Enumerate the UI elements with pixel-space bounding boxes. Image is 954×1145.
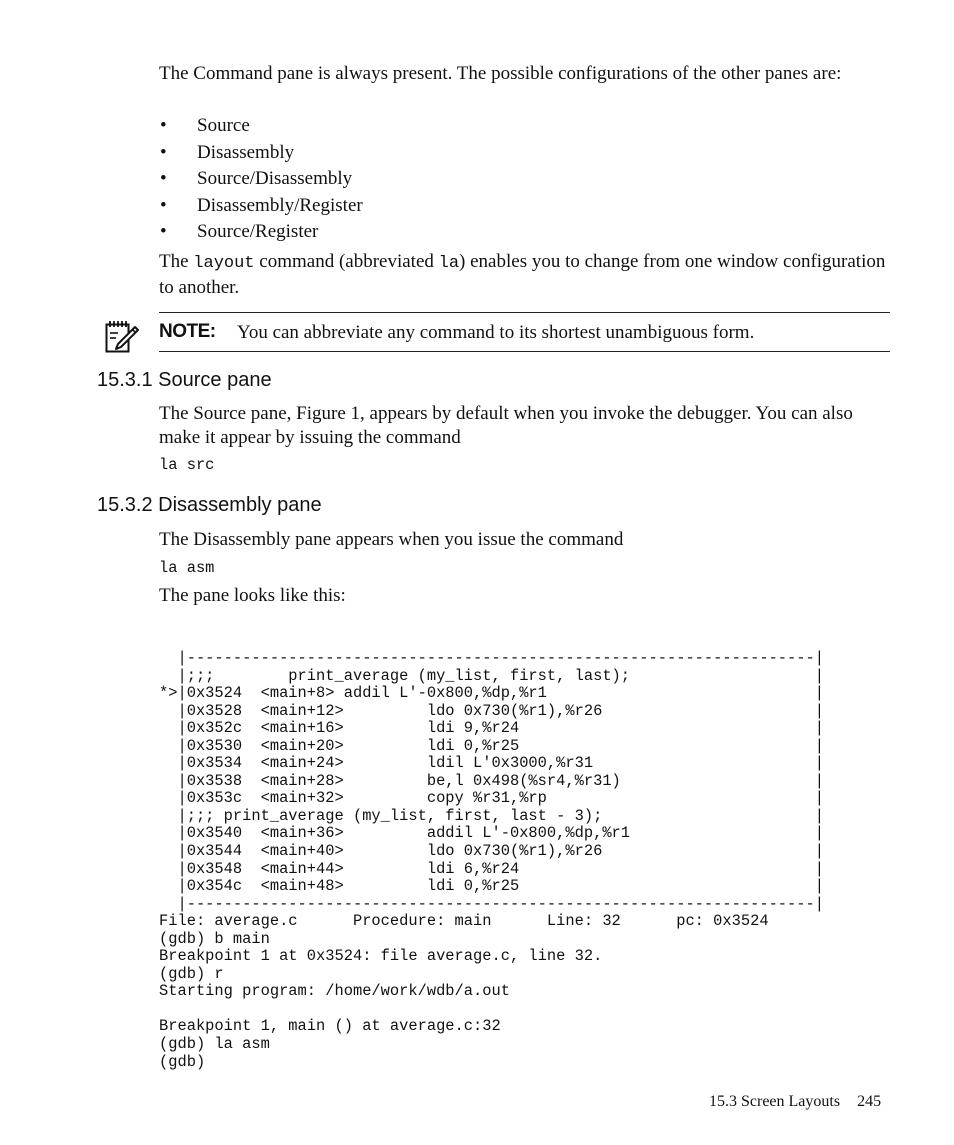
pane-looks-like-text: The pane looks like this:	[159, 585, 346, 606]
list-item	[159, 114, 759, 141]
section-heading-source-pane: 15.3.1 Source pane	[97, 369, 272, 391]
footer-section: 15.3 Screen Layouts	[709, 1093, 841, 1110]
list-item-label: Disassembly	[197, 141, 295, 163]
bullet-icon: •	[160, 115, 167, 136]
list-item-label: Disassembly/Register	[197, 194, 363, 216]
list-item	[159, 194, 759, 221]
list-item-label: Source	[197, 115, 250, 136]
bullet-icon: •	[160, 221, 167, 242]
command-la-src: la src	[159, 456, 215, 474]
layout-paragraph: The layout command (abbreviated la) enables you to change from one window configuration to another.	[159, 251, 886, 298]
list-item	[159, 141, 759, 168]
bullet-icon: •	[160, 194, 167, 216]
layout-abbrev: la	[438, 254, 460, 273]
page-footer	[709, 1093, 881, 1111]
list-item-label: Source/Disassembly	[197, 168, 353, 189]
note-bottom-rule	[159, 351, 890, 352]
list-item	[159, 167, 759, 194]
list-item-label: Source/Register	[197, 221, 319, 242]
section-heading-disassembly-pane: 15.3.2 Disassembly pane	[97, 494, 322, 516]
bullet-icon: •	[160, 141, 167, 163]
note-pencil-icon	[104, 318, 140, 354]
intro-paragraph: The Command pane is always present. The possible configurations of the other panes are:	[159, 63, 842, 84]
page-number: 245	[857, 1093, 882, 1110]
disassembly-pane-paragraph: The Disassembly pane appears when you issue the command	[159, 529, 624, 550]
list-item	[159, 220, 759, 247]
layout-command: layout	[193, 254, 255, 273]
note-label: NOTE:	[159, 321, 216, 342]
disassembly-screen-listing: |--------------------------------------------------------------------| |;;; print_average (my_list, first, last); | *>|0x3524 <main+8> addil L'-0x800,%dp,%r1 | |0x3528 <main+12> ldo 0x730(%r1),%r26 | |0x352c <main+16> ldi 9,%r24 | |0x3530 <main+20> ldi 0,%r25 | |0x3534 <main+24> ldil L'0x3000,%r31 | |0x3538 <main+28> be,l 0x498(%sr4,%r31) | |0x353c <main+32> copy %r31,%rp | |;;; print_average (my_list, first, last - 3); | |0x3540 <main+36> addil L'-0x800,%dp,%r1 | |0x3544 <main+40> ldo 0x730(%r1),%r26 | |0x3548 <main+44> ldi 6,%r24 | |0x354c <main+48> ldi 0,%r25 | |--------------------------------------------------------------------| File: average.c Procedure: main Line: 32 pc: 0x3524 (gdb) b main Breakpoint 1 at 0x3524: file average.c, line 32. (gdb) r Starting program: /home/work/wdb/a.out Breakpoint 1, main () at average.c:32 (gdb) la asm (gdb)	[159, 649, 824, 1071]
configuration-list	[159, 114, 759, 247]
note-top-rule	[159, 312, 890, 313]
note-text: You can abbreviate any command to its shortest unambiguous form.	[237, 322, 755, 343]
command-la-asm: la asm	[159, 559, 215, 577]
source-pane-paragraph: The Source pane, Figure 1, appears by default when you invoke the debugger. You can also make it appear by issuing the command	[159, 403, 853, 448]
bullet-icon: •	[160, 168, 167, 189]
